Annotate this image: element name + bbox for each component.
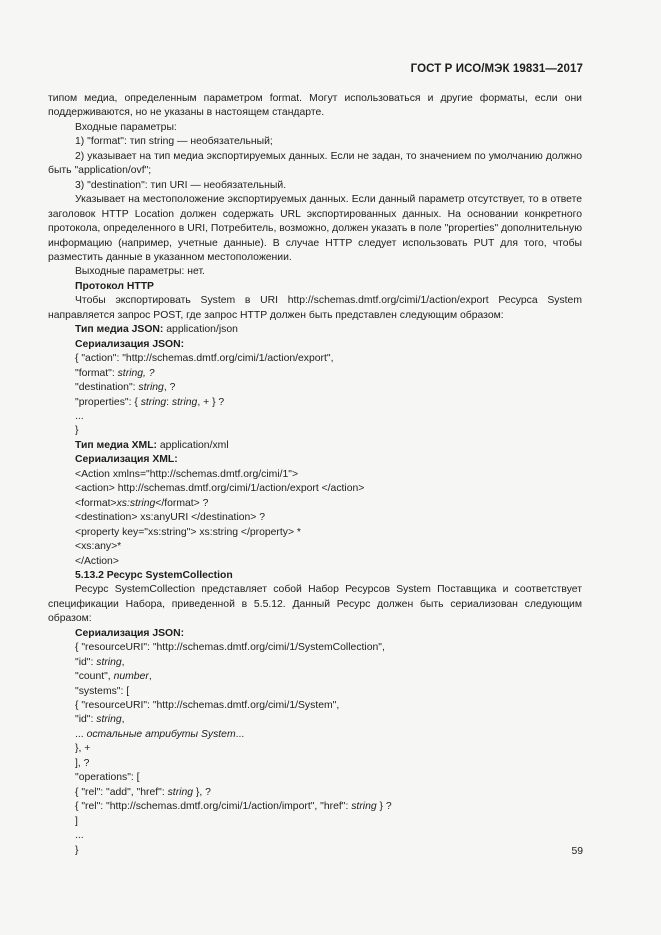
- code-line: [48, 381, 582, 395]
- code-placeholder: string, ?: [117, 367, 155, 379]
- code-line: [48, 367, 582, 381]
- paragraph: Чтобы экспортировать System в URI http://schemas.dmtf.org/cimi/1/action/export Ресурса System направляется запрос POST, где запрос HTTP должен быть представлен следующим образом:: [48, 295, 582, 321]
- code-line: [48, 670, 582, 684]
- xml-media-value: application/xml: [157, 439, 229, 451]
- code-text: </Action>: [75, 555, 119, 567]
- code-line: [48, 742, 582, 756]
- code-text: ,: [121, 714, 125, 726]
- code-text: { "resourceURI": "http://schemas.dmtf.org/cimi/1/System",: [75, 700, 340, 712]
- list-item: 2) указывает на тип медиа экспортируемых данных. Если не задан, то значением по умолчанию должно быть "application/ovf";: [48, 150, 582, 177]
- document-body: [48, 92, 582, 858]
- code-text: { "resourceURI": "http://schemas.dmtf.org/cimi/1/SystemCollection",: [75, 642, 385, 654]
- code-text: <action> http://schemas.dmtf.org/cimi/1/action/export </action>: [75, 483, 365, 495]
- code-text: ...: [235, 728, 245, 740]
- code-line: [48, 468, 582, 482]
- code-text: ]: [75, 815, 78, 827]
- code-line: [48, 656, 582, 670]
- code-placeholder: string: [140, 396, 167, 408]
- code-text: <xs:any>*: [75, 541, 122, 553]
- code-placeholder: остальные атрибуты System: [86, 728, 236, 740]
- code-line: [48, 555, 582, 569]
- code-placeholder: xs:string: [116, 497, 156, 509]
- code-placeholder: string: [96, 656, 122, 668]
- code-line: [48, 396, 582, 410]
- paragraph: Ресурс SystemCollection представляет собой Набор Ресурсов System Поставщика и соответствует спецификации Набора, приведенной в 5.5.12. Данный Ресурс должен быть сериализован следующим образом:: [48, 584, 582, 625]
- list-item: 1) "format": тип string — необязательный;: [75, 136, 273, 148]
- code-text: <Action xmlns="http://schemas.dmtf.org/cimi/1">: [75, 468, 299, 480]
- code-text: }, ?: [193, 786, 211, 798]
- document-header: ГОСТ Р ИСО/МЭК 19831—2017: [410, 63, 583, 75]
- code-text: <destination> xs:anyURI </destination> ?: [75, 512, 266, 524]
- code-text: </format> ?: [155, 497, 209, 509]
- code-line: [48, 786, 582, 800]
- code-line: [48, 800, 582, 814]
- http-heading: Протокол HTTP: [75, 280, 154, 292]
- code-text: ...: [75, 410, 84, 422]
- code-placeholder: string: [138, 382, 164, 394]
- code-text: "count",: [75, 671, 114, 683]
- code-text: "id":: [75, 714, 97, 726]
- code-text: "destination":: [75, 382, 139, 394]
- section-heading: 5.13.2 Ресурс SystemCollection: [75, 569, 233, 581]
- code-text: , ?: [163, 382, 176, 394]
- code-text: { "action": "http://schemas.dmtf.org/cimi/1/action/export",: [75, 353, 334, 365]
- input-params-label: Входные параметры:: [75, 121, 177, 133]
- code-placeholder: string: [167, 786, 194, 798]
- code-text: "format":: [75, 367, 118, 379]
- code-text: }: [75, 844, 79, 856]
- code-line: [48, 497, 582, 511]
- code-line: [48, 410, 582, 424]
- json-code-block: [48, 352, 582, 439]
- code-text: "properties": {: [75, 396, 141, 408]
- code-line: [48, 540, 582, 554]
- code-line: [48, 713, 582, 727]
- code-line: [48, 352, 582, 366]
- code-placeholder: string: [171, 396, 198, 408]
- code-line: [48, 685, 582, 699]
- code-text: "operations": [: [75, 772, 140, 784]
- page-number: 59: [571, 846, 583, 857]
- code-placeholder: string: [96, 714, 122, 726]
- json-media-label: Тип медиа JSON:: [75, 324, 164, 336]
- code-placeholder: number: [113, 671, 149, 683]
- code-line: [48, 757, 582, 771]
- code-line: [48, 424, 582, 438]
- code-line: [48, 641, 582, 655]
- code-text: }, +: [75, 743, 91, 755]
- json2-code-block: [48, 641, 582, 858]
- xml-media-type: [48, 439, 582, 453]
- code-text: }: [75, 425, 79, 437]
- code-text: } ?: [376, 801, 392, 813]
- code-text: ,: [148, 671, 152, 683]
- json-media-type: [48, 323, 582, 337]
- code-line: [48, 699, 582, 713]
- code-text: :: [166, 396, 172, 408]
- json2-serialization-label: Сериализация JSON:: [75, 627, 185, 639]
- code-line: [48, 482, 582, 496]
- code-text: , + } ?: [197, 396, 225, 408]
- list-item: 3) "destination": тип URI — необязательный.: [75, 179, 287, 191]
- code-text: "systems": [: [75, 685, 130, 697]
- code-text: { "rel": "add", "href":: [75, 786, 168, 798]
- code-text: ,: [121, 656, 125, 668]
- xml-code-block: [48, 468, 582, 569]
- code-line: [48, 728, 582, 742]
- code-text: ...: [75, 728, 87, 740]
- code-text: "id":: [75, 656, 97, 668]
- code-placeholder: string: [351, 801, 377, 813]
- code-text: ...: [75, 830, 84, 842]
- code-line: [48, 829, 582, 843]
- code-text: { "rel": "http://schemas.dmtf.org/cimi/1/action/import", "href":: [75, 801, 352, 813]
- xml-media-label: Тип медиа XML:: [75, 439, 158, 451]
- code-text: <property key="xs:string"> xs:string </property> *: [75, 526, 301, 538]
- code-line: [48, 771, 582, 785]
- code-text: ], ?: [75, 757, 90, 769]
- paragraph: типом медиа, определенным параметром format. Могут использоваться и другие форматы, если они поддерживаются, но не указаны в настоящем стандарте.: [48, 93, 582, 119]
- paragraph: Указывает на местоположение экспортируемых данных. Если данный параметр отсутствует, то в ответе заголовок HTTP Location должен содержать URL экспортированных данных. На основании конкретного протокола, определенного в URI, Потребитель, возможно, должен указать в поле "properties" дополнительную информацию (например, учетные данные). В случае HTTP следует использовать PUT для того, чтобы разместить данные в указанном местоположении.: [48, 194, 582, 263]
- xml-serialization-label: Сериализация XML:: [75, 454, 178, 466]
- json-serialization-label: Сериализация JSON:: [75, 338, 185, 350]
- code-line: [48, 844, 582, 858]
- code-line: [48, 815, 582, 829]
- json-media-value: application/json: [163, 324, 238, 336]
- output-params-label: Выходные параметры: нет.: [75, 266, 205, 278]
- code-line: [48, 511, 582, 525]
- code-text: <format>: [75, 497, 117, 509]
- code-line: [48, 526, 582, 540]
